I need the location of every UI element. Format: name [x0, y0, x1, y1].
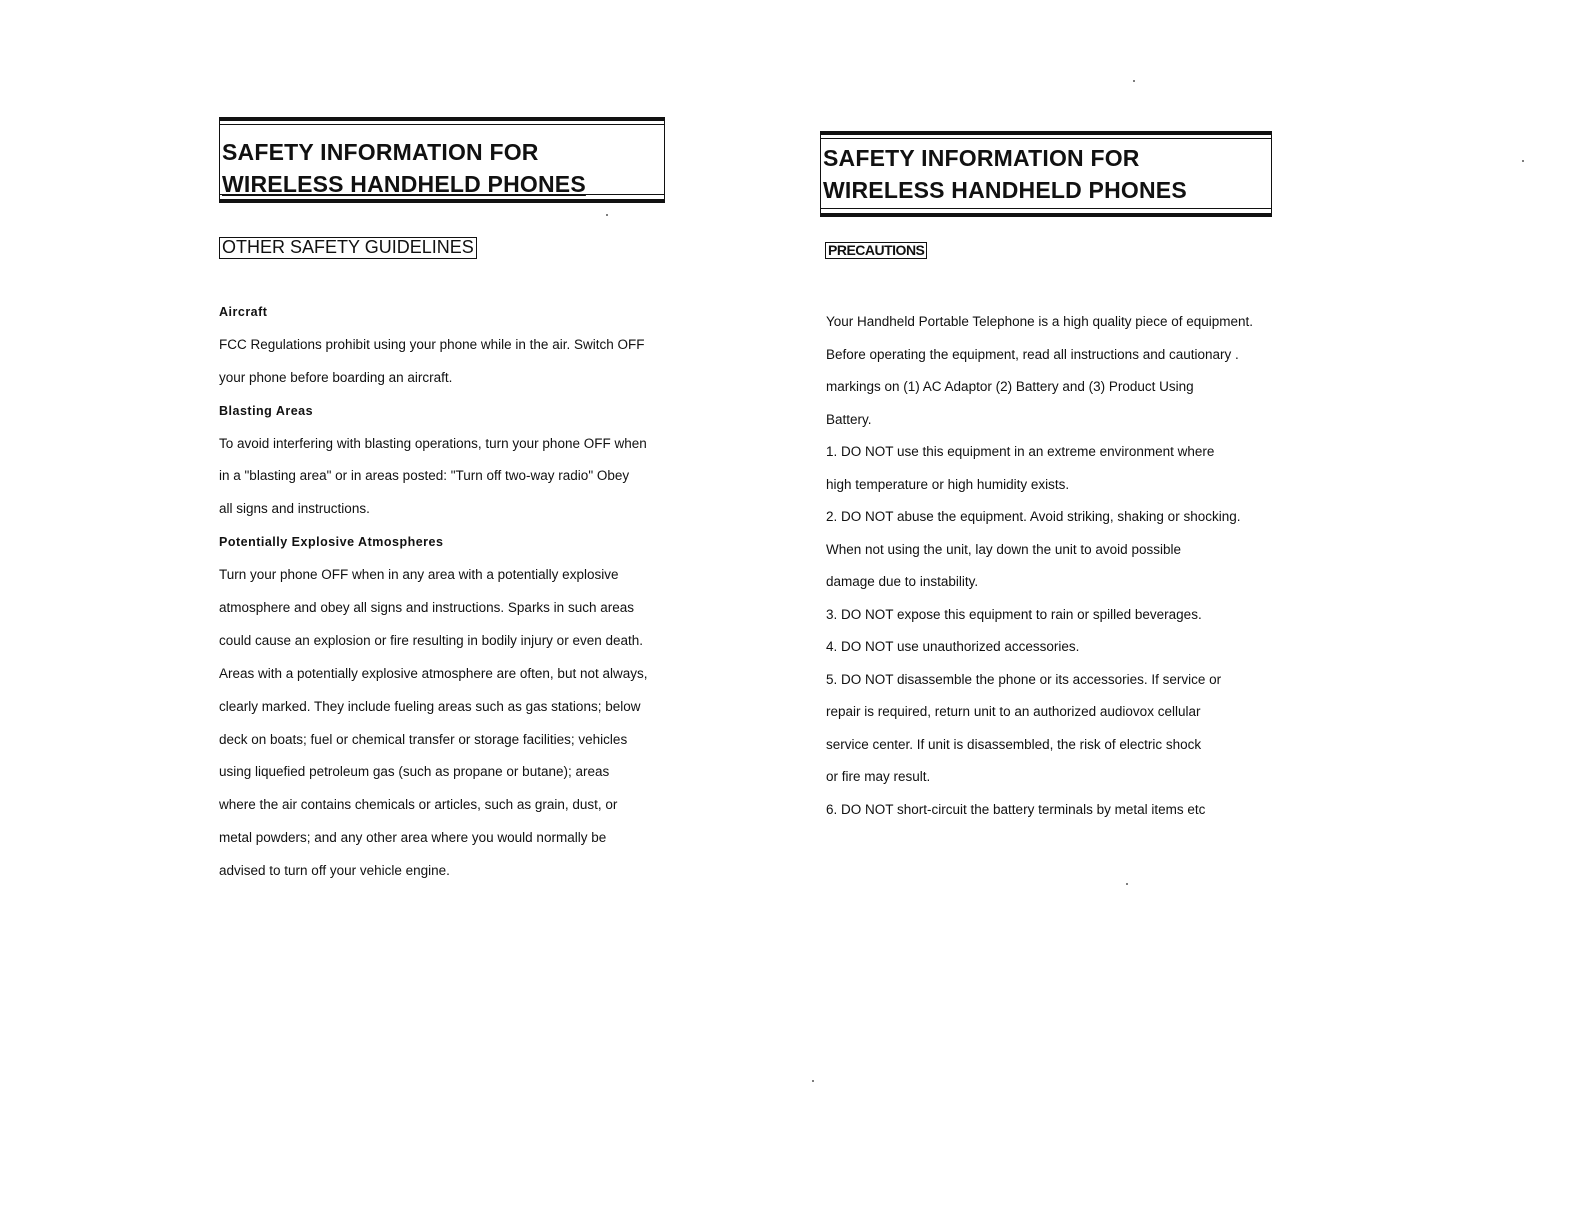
right-body-line: Your Handheld Portable Telephone is a high quality piece of equipment. — [826, 314, 1254, 329]
left-body-line: where the air contains chemicals or articles, such as grain, dust, or — [219, 797, 618, 813]
right-title-line2: WIRELESS HANDHELD PHONES — [823, 177, 1187, 203]
right-body-line: 4. DO NOT use unauthorized accessories. — [826, 639, 1080, 654]
right-body-line: 2. DO NOT abuse the equipment. Avoid striking, shaking or shocking. — [826, 509, 1241, 524]
right-body-line: service center. If unit is disassembled, the risk of electric shock — [826, 736, 1202, 752]
right-body-text — [826, 306, 1253, 826]
left-title-box — [219, 117, 665, 203]
left-title-line1: SAFETY INFORMATION FOR — [222, 139, 539, 165]
right-body-line: or fire may result. — [826, 769, 931, 784]
left-page — [0, 0, 760, 1212]
left-body-line: FCC Regulations prohibit using your phone while in the air. Switch OFF — [219, 336, 645, 352]
scan-speck — [606, 214, 608, 216]
right-body-line: Battery. — [826, 411, 872, 427]
right-page — [760, 0, 1584, 1212]
left-section-heading: OTHER SAFETY GUIDELINES — [219, 237, 477, 259]
left-body-line: Aircraft — [219, 305, 268, 319]
scan-speck — [1133, 80, 1135, 82]
left-body-line: all signs and instructions. — [219, 501, 370, 517]
scan-speck — [812, 1080, 814, 1082]
right-section-heading: PRECAUTIONS — [825, 242, 927, 259]
left-body-line: could cause an explosion or fire resulting in bodily injury or even death. — [219, 632, 643, 648]
right-body-line: markings on (1) AC Adaptor (2) Battery and (3) Product Using — [826, 379, 1194, 394]
right-body-line: damage due to instability. — [826, 574, 979, 589]
right-body-line: 1. DO NOT use this equipment in an extreme environment where — [826, 444, 1215, 459]
left-body-line: your phone before boarding an aircraft. — [219, 369, 453, 385]
right-body-line: high temperature or high humidity exists. — [826, 476, 1070, 492]
left-body-line: Areas with a potentially explosive atmosphere are often, but not always, — [219, 665, 648, 681]
right-title-box — [820, 131, 1272, 217]
right-body-line: repair is required, return unit to an authorized audiovox cellular — [826, 704, 1201, 719]
scan-speck — [1126, 883, 1128, 885]
left-body-line: Potentially Explosive Atmospheres — [219, 535, 444, 550]
right-body-line: 6. DO NOT short-circuit the battery terminals by metal items etc — [826, 801, 1206, 817]
right-body-line: 5. DO NOT disassemble the phone or its accessories. If service or — [826, 671, 1222, 687]
left-body-line: deck on boats; fuel or chemical transfer or storage facilities; vehicles — [219, 731, 628, 747]
right-body-line: 3. DO NOT expose this equipment to rain or spilled beverages. — [826, 606, 1202, 622]
right-body-line: Before operating the equipment, read all instructions and cautionary . — [826, 346, 1239, 362]
left-title-line2: WIRELESS HANDHELD PHONES — [222, 171, 586, 197]
left-body-line: advised to turn off your vehicle engine. — [219, 863, 450, 879]
left-body-line: in a "blasting area" or in areas posted: "Turn off two-way radio" Obey — [219, 468, 630, 484]
left-body-line: atmosphere and obey all signs and instructions. Sparks in such areas — [219, 600, 634, 616]
right-body-line: When not using the unit, lay down the unit to avoid possible — [826, 541, 1181, 557]
left-body-line: metal powders; and any other area where you would normally be — [219, 830, 607, 846]
right-title-line1: SAFETY INFORMATION FOR — [823, 145, 1140, 171]
left-body-line: Blasting Areas — [219, 403, 314, 418]
left-body-line: clearly marked. They include fueling areas such as gas stations; below — [219, 698, 641, 714]
left-body-text — [219, 296, 648, 888]
left-body-line: To avoid interfering with blasting operations, turn your phone OFF when — [219, 435, 647, 451]
left-body-line: using liquefied petroleum gas (such as propane or butane); areas — [219, 764, 610, 780]
left-body-line: Turn your phone OFF when in any area with a potentially explosive — [219, 567, 619, 583]
scan-speck — [1522, 160, 1524, 162]
